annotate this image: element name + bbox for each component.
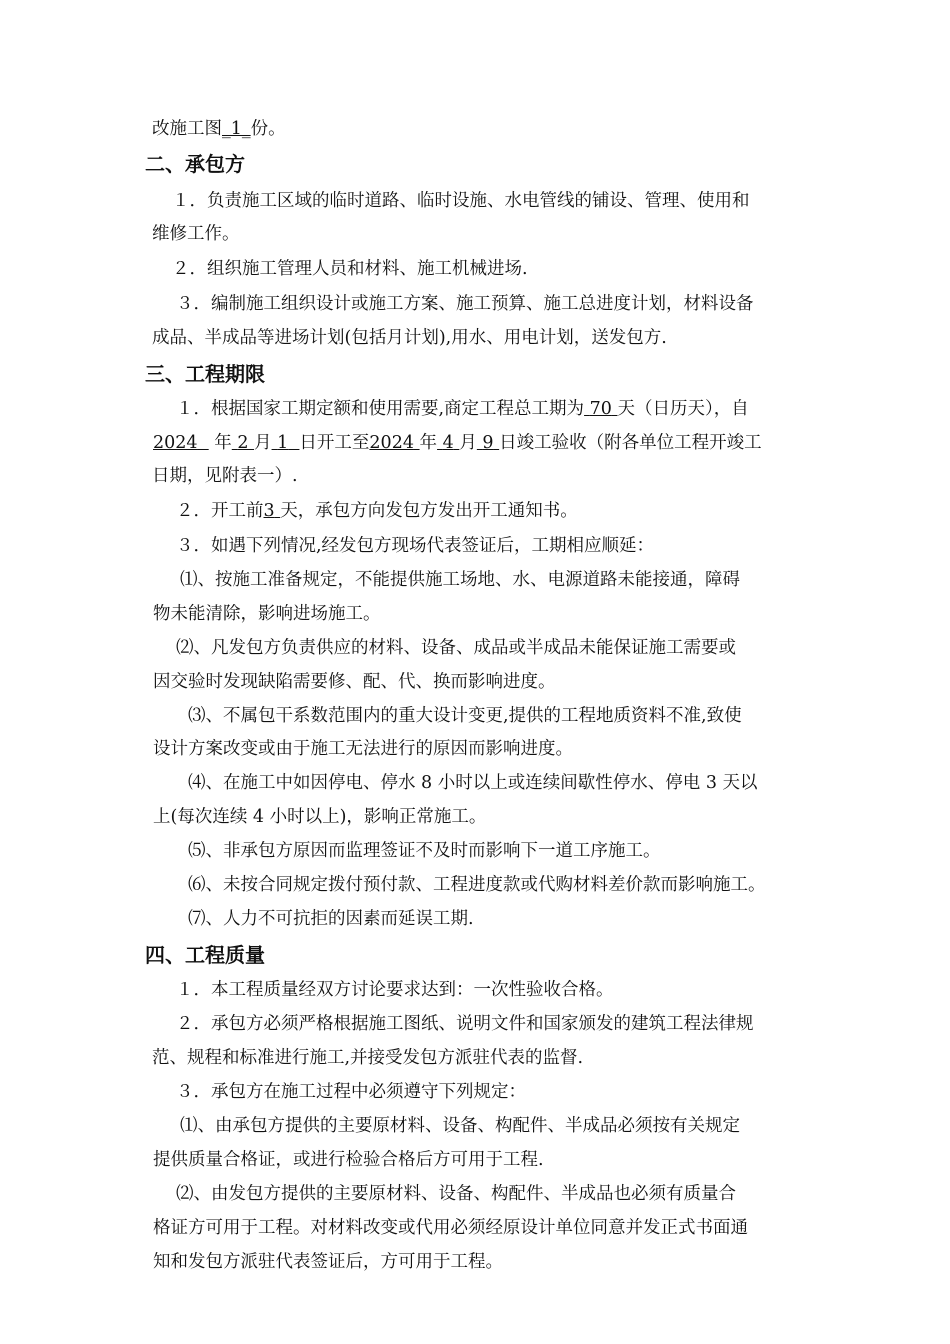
schedule-dates-line <box>153 431 762 455</box>
total-days-blank <box>584 399 617 419</box>
contractor-item-1a: １．负责施工区域的临时道路、临时设施、水电管线的铺设、管理、使用和 <box>172 191 750 211</box>
schedule-item-1 <box>176 397 749 421</box>
quality-item-2a: ２．承包方必须严格根据施工图纸、说明文件和国家颁发的建筑工程法律规 <box>176 1014 754 1034</box>
start-day-unit: 日开工至 <box>299 433 370 453</box>
schedule-sub-3b: 设计方案改变或由于施工无法进行的原因而影响进度。 <box>153 739 573 759</box>
quality-sub-1b: 提供质量合格证，或进行检验合格后方可用于工程. <box>153 1150 544 1170</box>
section-heading-quality: 四、工程质量 <box>145 943 265 967</box>
end-day-unit: 日竣工验收（附各单位工程开竣工 <box>499 433 762 453</box>
intro-post: 份。 <box>250 119 286 139</box>
end-month: 4 <box>442 433 454 453</box>
schedule-sub-5: ⑸、非承包方原因而监理签证不及时而影响下一道工序施工。 <box>188 841 661 861</box>
start-year: 2024 <box>153 433 198 453</box>
contractor-item-3b: 成品、半成品等进场计划(包括月计划),用水、用电计划，送发包方. <box>152 328 667 348</box>
section-heading-contractor: 二、承包方 <box>145 152 245 176</box>
start-day: 1 <box>277 433 289 453</box>
schedule-item-3: ３．如遇下列情况,经发包方现场代表签证后，工期相应顺延： <box>176 536 655 556</box>
contractor-item-2: ２．组织施工管理人员和材料、施工机械进场. <box>172 259 528 279</box>
quality-item-2b: 范、规程和标准进行施工,并接受发包方派驻代表的监督. <box>152 1048 584 1068</box>
contractor-item-3a: ３．编制施工组织设计或施工方案、施工预算、施工总进度计划，材料设备 <box>176 294 754 314</box>
schedule-sub-6: ⑹、未按合同规定拨付预付款、工程进度款或代购材料差价款而影响施工。 <box>188 875 766 895</box>
schedule-sub-1a: ⑴、按施工准备规定，不能提供施工场地、水、电源道路未能接通，障碍 <box>180 570 740 590</box>
end-year: 2024 <box>369 433 414 453</box>
end-year-unit: 年 <box>419 433 438 453</box>
section-heading-schedule: 三、工程期限 <box>145 362 265 386</box>
total-days-value: 70 <box>589 399 612 419</box>
schedule-sub-3a: ⑶、不属包干系数范围内的重大设计变更,提供的工程地质资料不准,致使 <box>188 706 742 726</box>
schedule-sub-1b: 物未能清除，影响进场施工。 <box>153 604 381 624</box>
quality-sub-1a: ⑴、由承包方提供的主要原材料、设备、构配件、半成品必须按有关规定 <box>180 1116 740 1136</box>
schedule-sub-7: ⑺、人力不可抗拒的因素而延误工期. <box>188 909 474 929</box>
end-month-unit: 月 <box>459 433 477 453</box>
notice-days-value: 3 <box>263 501 275 521</box>
start-month: 2 <box>237 433 249 453</box>
schedule-item-1-tail: 天（日历天），自 <box>617 399 749 419</box>
schedule-item-1-text: １．根据国家工期定额和使用需要,商定工程总工期为 <box>176 399 585 419</box>
intro-pre: 改施工图 <box>152 119 222 139</box>
quality-item-1: １．本工程质量经双方讨论要求达到：一次性验收合格。 <box>176 980 614 1000</box>
end-day: 9 <box>482 433 494 453</box>
contractor-item-1b: 维修工作。 <box>152 224 240 244</box>
quality-item-3: ３．承包方在施工过程中必须遵守下列规定： <box>176 1082 526 1102</box>
start-month-unit: 月 <box>254 433 272 453</box>
schedule-sub-2a: ⑵、凡发包方负责供应的材料、设备、成品或半成品未能保证施工需要或 <box>176 638 736 658</box>
intro-line <box>152 117 286 141</box>
start-year-unit: 年 <box>214 433 232 453</box>
drawing-copies-blank: _1_ <box>222 119 251 139</box>
quality-sub-2a: ⑵、由发包方提供的主要原材料、设备、构配件、半成品也必须有质量合 <box>176 1184 736 1204</box>
notice-days-blank <box>264 501 281 521</box>
schedule-item-2-text: ２．开工前 <box>176 501 264 521</box>
schedule-dates-tail: 日期，见附表一）. <box>152 466 298 486</box>
schedule-item-2-tail: 天，承包方向发包方发出开工通知书。 <box>280 501 578 521</box>
schedule-sub-4a: ⑷、在施工中如因停电、停水 8 小时以上或连续间歇性停水、停电 3 天以 <box>188 773 758 793</box>
schedule-sub-4b: 上(每次连续 4 小时以上)，影响正常施工。 <box>153 807 487 827</box>
schedule-item-2 <box>176 499 578 523</box>
quality-sub-2b: 格证方可用于工程。对材料改变或代用必须经原设计单位同意并发正式书面通 <box>153 1218 748 1238</box>
schedule-sub-2b: 因交验时发现缺陷需要修、配、代、换而影响进度。 <box>153 672 556 692</box>
quality-sub-2c: 知和发包方派驻代表签证后，方可用于工程。 <box>153 1252 503 1272</box>
